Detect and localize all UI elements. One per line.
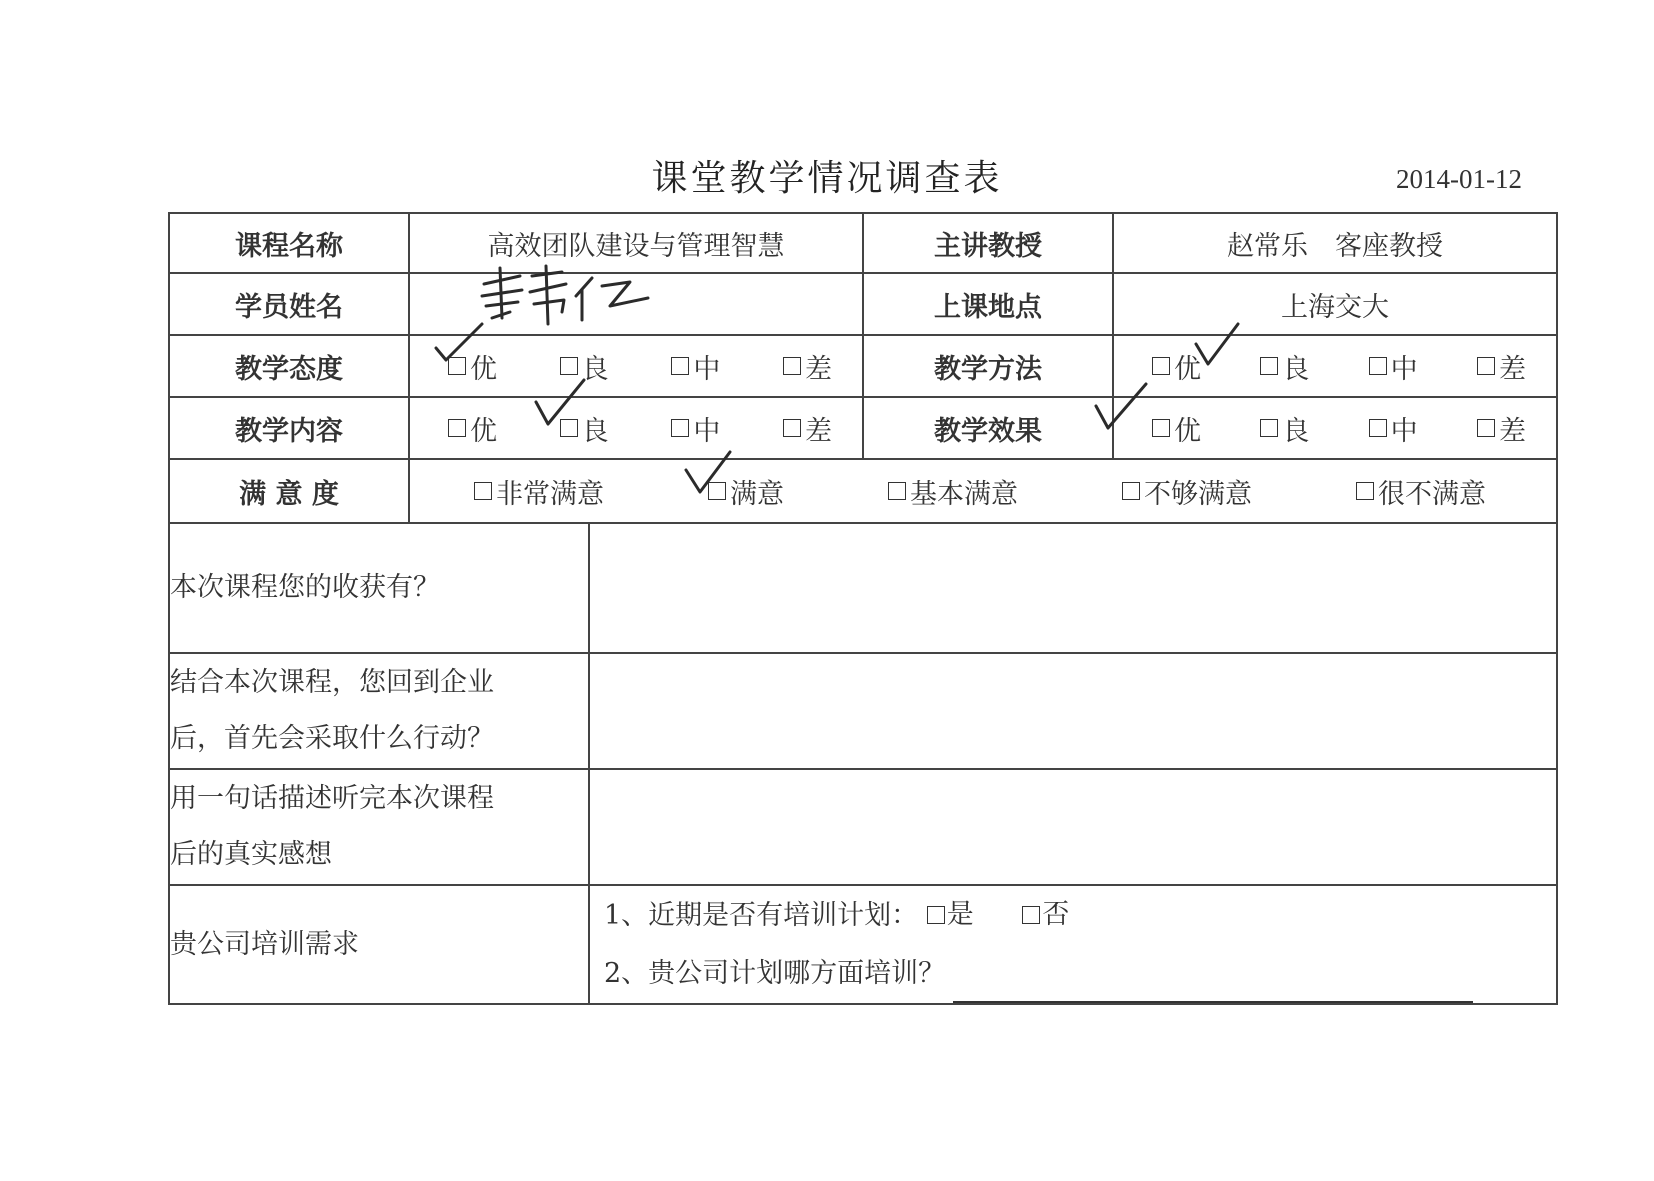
row-attitude-method [169, 335, 1557, 397]
satisfaction-option[interactable]: 满意 [708, 472, 784, 511]
method-option[interactable]: 差 [1477, 347, 1526, 386]
question-feeling-line1: 用一句话描述听完本次课程 [170, 783, 494, 814]
content-options [409, 397, 863, 459]
attitude-option[interactable]: 优 [448, 347, 497, 386]
training-needs-answers [589, 885, 1557, 1004]
satisfaction-options [409, 459, 1557, 523]
location-value: 上海交大 [1113, 273, 1557, 335]
checkbox[interactable] [474, 482, 492, 500]
content-option[interactable]: 良 [560, 409, 609, 448]
content-option[interactable]: 优 [448, 409, 497, 448]
attitude-options [409, 335, 863, 397]
attitude-option[interactable]: 良 [560, 347, 609, 386]
answer-feeling-field[interactable] [589, 769, 1557, 885]
satisfaction-option[interactable]: 很不满意 [1356, 472, 1486, 511]
answer-gain-field[interactable] [589, 523, 1557, 653]
checkbox[interactable] [448, 357, 466, 375]
checkbox[interactable] [1152, 419, 1170, 437]
checkbox[interactable] [1022, 906, 1040, 924]
row-feeling [169, 769, 1557, 885]
question-feeling-line2: 后的真实感想 [170, 839, 332, 870]
content-option[interactable]: 差 [783, 409, 832, 448]
checkbox[interactable] [1477, 419, 1495, 437]
training-plan-question: 1、近期是否有培训计划： 是 否 [590, 886, 1556, 945]
training-plan-no[interactable]: 否 [1022, 886, 1069, 944]
method-option[interactable]: 良 [1260, 347, 1309, 386]
checkbox[interactable] [927, 906, 945, 924]
checkbox[interactable] [560, 357, 578, 375]
effect-option[interactable]: 良 [1260, 409, 1309, 448]
row-training-needs [169, 885, 1557, 1004]
checkbox[interactable] [783, 357, 801, 375]
content-option[interactable]: 中 [671, 409, 720, 448]
row-course [169, 213, 1557, 273]
question-gain: 本次课程您的收获有？ [169, 523, 589, 653]
form-title: 课堂教学情况调查表 [651, 158, 1003, 199]
row-content-effect [169, 397, 1557, 459]
question-action-line2: 后，首先会采取什么行动？ [170, 723, 494, 754]
checkbox[interactable] [448, 419, 466, 437]
question-feeling [169, 769, 589, 885]
course-name-label: 课程名称 [169, 213, 409, 273]
training-needs-label: 贵公司培训需求 [169, 885, 589, 1004]
answer-action-field[interactable] [589, 653, 1557, 769]
row-satisfaction [169, 459, 1557, 523]
checkbox[interactable] [560, 419, 578, 437]
effect-options [1113, 397, 1557, 459]
checkbox[interactable] [671, 357, 689, 375]
attitude-option[interactable]: 差 [783, 347, 832, 386]
form-date: 2014-01-12 [1396, 164, 1522, 194]
checkbox[interactable] [1369, 357, 1387, 375]
checkbox[interactable] [1477, 357, 1495, 375]
satisfaction-option[interactable]: 基本满意 [888, 472, 1018, 511]
location-label: 上课地点 [863, 273, 1113, 335]
professor-label: 主讲教授 [863, 213, 1113, 273]
row-student [169, 273, 1557, 335]
effect-option[interactable]: 中 [1369, 409, 1418, 448]
satisfaction-label: 满 意 度 [169, 459, 409, 523]
checkbox[interactable] [1260, 357, 1278, 375]
method-label: 教学方法 [863, 335, 1113, 397]
student-name-label: 学员姓名 [169, 273, 409, 335]
effect-option[interactable]: 差 [1477, 409, 1526, 448]
satisfaction-option[interactable]: 不够满意 [1122, 472, 1252, 511]
row-gain [169, 523, 1557, 653]
checkbox[interactable] [888, 482, 906, 500]
method-option[interactable]: 中 [1369, 347, 1418, 386]
course-name-value: 高效团队建设与管理智慧 [409, 213, 863, 273]
student-name-field[interactable] [409, 273, 863, 335]
satisfaction-option[interactable]: 非常满意 [474, 472, 604, 511]
question-action [169, 653, 589, 769]
checkbox[interactable] [1369, 419, 1387, 437]
content-label: 教学内容 [169, 397, 409, 459]
checkbox[interactable] [783, 419, 801, 437]
training-area-question: 2、贵公司计划哪方面培训？ [590, 945, 1556, 1003]
effect-label: 教学效果 [863, 397, 1113, 459]
survey-table [168, 212, 1558, 1005]
checkbox[interactable] [1122, 482, 1140, 500]
training-area-input[interactable] [953, 971, 1473, 1003]
attitude-option[interactable]: 中 [671, 347, 720, 386]
professor-value: 赵常乐 客座教授 [1113, 213, 1557, 273]
method-options [1113, 335, 1557, 397]
question-action-line1: 结合本次课程，您回到企业 [170, 667, 494, 698]
checkbox[interactable] [671, 419, 689, 437]
row-action [169, 653, 1557, 769]
checkbox[interactable] [1356, 482, 1374, 500]
checkbox[interactable] [1152, 357, 1170, 375]
effect-option[interactable]: 优 [1152, 409, 1201, 448]
method-option[interactable]: 优 [1152, 347, 1201, 386]
checkbox[interactable] [1260, 419, 1278, 437]
checkbox[interactable] [708, 482, 726, 500]
training-plan-yes[interactable]: 是 [927, 886, 974, 944]
attitude-label: 教学态度 [169, 335, 409, 397]
